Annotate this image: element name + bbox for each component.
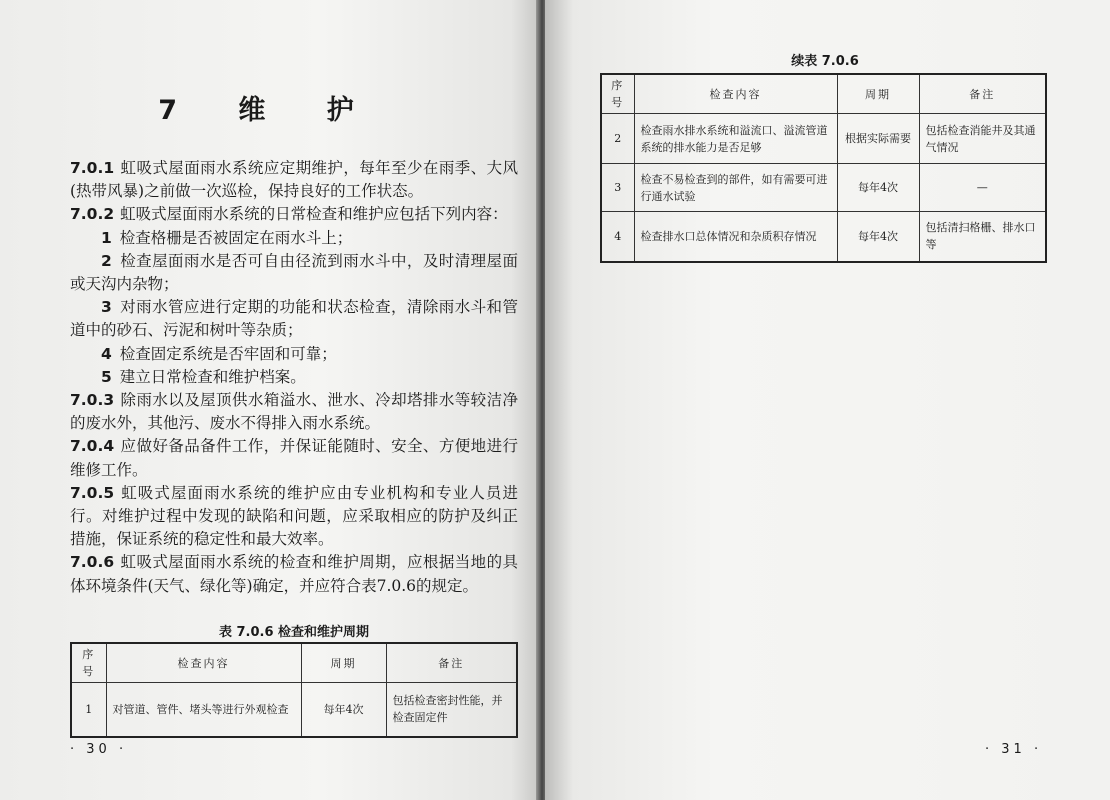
cell-content: 检查排水口总体情况和杂质积存情况 <box>634 212 837 262</box>
item-text: 检查屋面雨水是否可自由径流到雨水斗中，及时清理屋面或天沟内杂物； <box>70 251 518 294</box>
item-number: 2 <box>101 251 112 270</box>
clause-text: 虹吸式屋面雨水系统应定期维护，每年至少在雨季、大风(热带风暴)之前做一次巡检，保持良好的工作状态。 <box>70 159 518 201</box>
clause-text: 虹吸式屋面雨水系统的维护应由专业机构和专业人员进行。对维护过程中发现的缺陷和问题，应采取相应的防护及纠正措施，保证系统的稳定性和最大效率。 <box>70 483 518 549</box>
cell-content: 对管道、管件、堵头等进行外观检查 <box>106 683 301 737</box>
cell-period: 根据实际需要 <box>837 114 919 164</box>
clause-number: 7.0.6 <box>70 553 115 572</box>
table-row <box>601 164 1046 212</box>
left-page <box>0 0 538 800</box>
clause-7-0-4 <box>70 435 518 481</box>
cell-remark: 包括清扫格栅、排水口等 <box>919 212 1046 262</box>
item-number: 3 <box>101 298 112 317</box>
clause-number: 7.0.5 <box>70 483 115 502</box>
clause-number: 7.0.1 <box>70 159 115 177</box>
item-text: 建立日常检查和维护档案。 <box>119 367 306 386</box>
cell-period: 每年4次 <box>837 164 919 212</box>
header-remark: 备注 <box>386 643 517 683</box>
item-text: 检查固定系统是否牢固和可靠； <box>119 344 337 363</box>
maintenance-table <box>70 642 518 738</box>
clause-7-0-6 <box>70 551 518 597</box>
header-content: 检查内容 <box>634 74 837 114</box>
list-item-5 <box>70 366 518 389</box>
header-no: 序号 <box>71 643 106 683</box>
item-text: 检查格栅是否被固定在雨水斗上； <box>119 228 353 247</box>
header-content: 检查内容 <box>106 643 301 683</box>
right-page <box>545 0 1110 800</box>
clause-7-0-2 <box>70 203 518 226</box>
table-row <box>601 212 1046 262</box>
page-number: · 30 · <box>70 742 128 757</box>
header-remark: 备注 <box>919 74 1046 114</box>
table-row <box>71 683 517 737</box>
continued-maintenance-table <box>600 73 1047 263</box>
clause-7-0-3 <box>70 389 518 435</box>
clause-number: 7.0.4 <box>70 437 115 456</box>
cell-period: 每年4次 <box>301 683 386 737</box>
header-no: 序号 <box>601 74 634 114</box>
clause-7-0-1 <box>70 157 518 203</box>
table-header-row <box>71 643 517 683</box>
cell-no: 2 <box>601 114 634 164</box>
item-number: 1 <box>101 228 112 247</box>
clause-text: 应做好备品备件工作，并保证能随时、安全、方便地进行维修工作。 <box>70 437 518 479</box>
cell-content: 检查不易检查到的部件，如有需要可进行通水试验 <box>634 164 837 212</box>
page-number: · 31 · <box>985 742 1043 757</box>
cell-remark: 包括检查密封性能，并检查固定件 <box>386 683 517 737</box>
chapter-title: 7 维 护 <box>158 95 380 126</box>
list-item-1 <box>70 227 518 250</box>
table-caption: 表 7.0.6 检查和维护周期 <box>218 625 370 640</box>
continued-table-caption: 续表 7.0.6 <box>791 54 859 69</box>
header-period: 周期 <box>301 643 386 683</box>
table-row <box>601 114 1046 164</box>
item-text: 对雨水管应进行定期的功能和状态检查，清除雨水斗和管道中的砂石、污泥和树叶等杂质； <box>70 298 518 340</box>
clause-number: 7.0.2 <box>70 205 115 224</box>
cell-content: 检查雨水排水系统和溢流口、溢流管道系统的排水能力是否足够 <box>634 114 837 164</box>
clause-number: 7.0.3 <box>70 391 115 410</box>
cell-no: 1 <box>71 683 106 737</box>
item-number: 4 <box>101 344 112 363</box>
cell-period: 每年4次 <box>837 212 919 262</box>
clause-text: 虹吸式屋面雨水系统的检查和维护周期，应根据当地的具体环境条件(天气、绿化等)确定，并应符合表7.0.6的规定。 <box>70 553 518 595</box>
clause-7-0-5 <box>70 482 518 552</box>
cell-no: 4 <box>601 212 634 262</box>
cell-no: 3 <box>601 164 634 212</box>
clause-text: 虹吸式屋面雨水系统的日常检查和维护应包括下列内容： <box>120 205 508 224</box>
cell-remark: 包括检查消能井及其通气情况 <box>919 114 1046 164</box>
header-period: 周期 <box>837 74 919 114</box>
list-item-2 <box>70 250 518 296</box>
body-text <box>70 157 518 598</box>
list-item-4 <box>70 343 518 366</box>
table-header-row <box>601 74 1046 114</box>
list-item-3 <box>70 296 518 342</box>
cell-remark: — <box>919 164 1046 212</box>
item-number: 5 <box>101 367 112 386</box>
clause-text: 除雨水以及屋顶供水箱溢水、泄水、冷却塔排水等较洁净的废水外，其他污、废水不得排入雨水系统。 <box>70 391 518 433</box>
